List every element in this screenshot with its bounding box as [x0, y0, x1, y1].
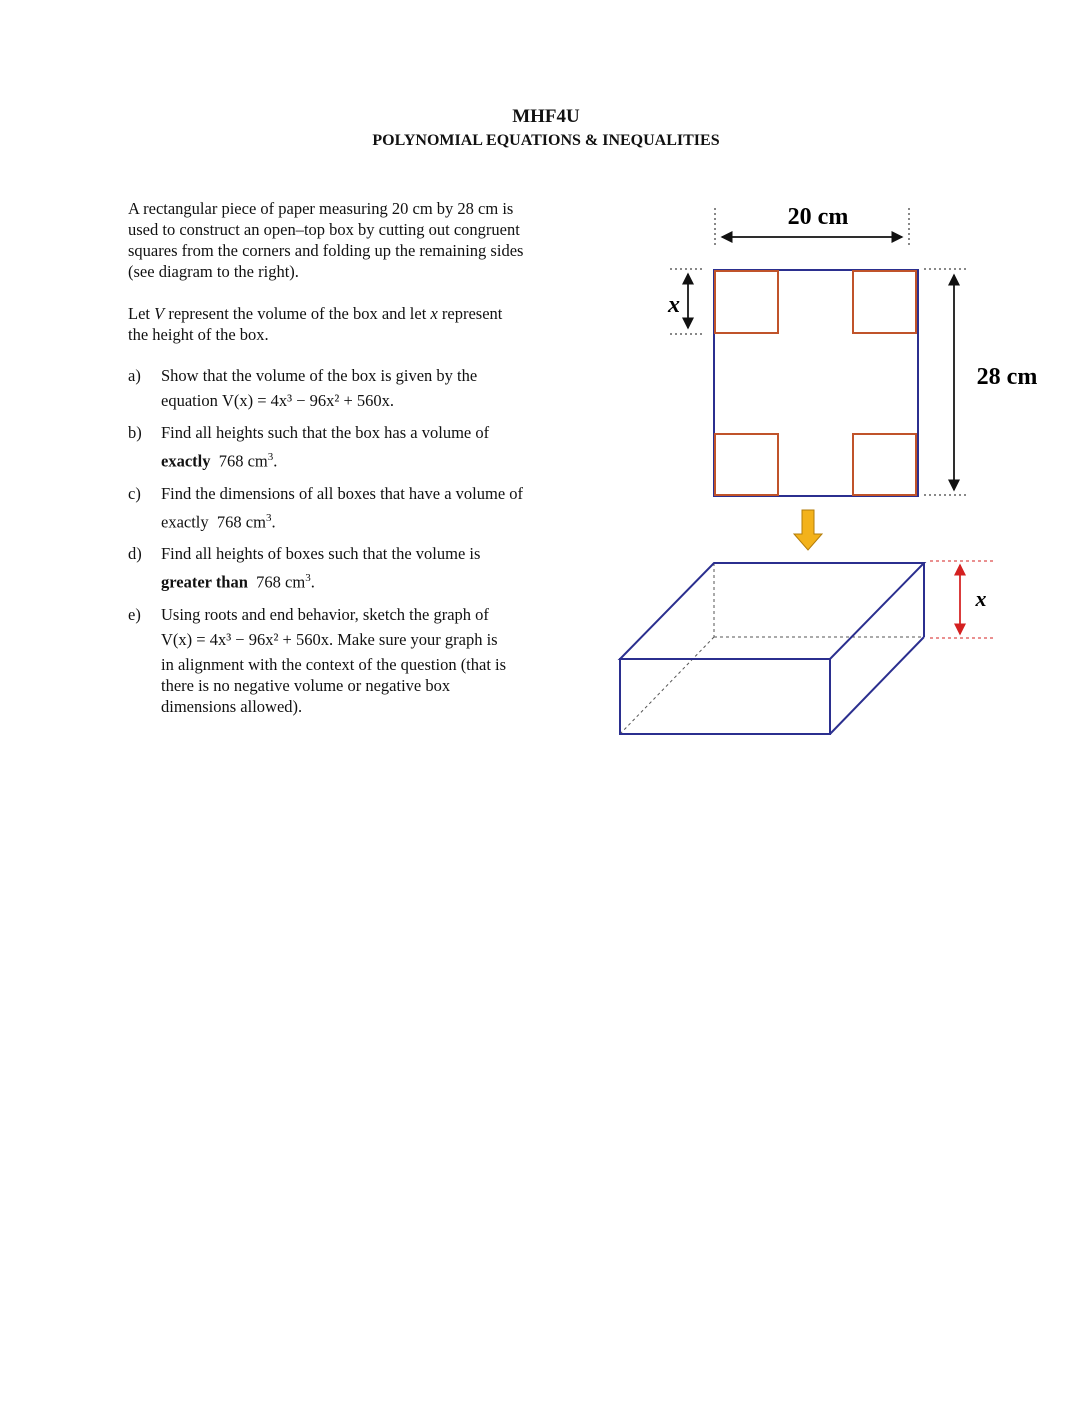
question-label: c)	[128, 483, 141, 503]
page-header	[0, 106, 1092, 152]
question-d: d) Find all heights of boxes such that the volume is greater than 768 $cm^3$.	[128, 543, 573, 593]
question-text: there is no negative volume or negative box	[161, 675, 451, 695]
question-text: . Make sure your graph is	[328, 629, 498, 649]
height-label: 28 cm	[976, 364, 1038, 390]
course-code: MHF4U	[512, 106, 580, 127]
volume-equation: V(x) = 4x³ − 96x² + 560x	[221, 391, 390, 410]
question-label: a)	[128, 366, 141, 385]
volume-value: 768 cm	[218, 451, 268, 471]
question-b: b) Find all heights such that the box has a volume of exactly 768 $cm^3$.	[128, 422, 573, 472]
corner-square	[715, 271, 778, 333]
question-e	[128, 604, 573, 717]
variables-text: represent	[437, 304, 503, 323]
question-text: Show that the volume of the box is given by the	[161, 366, 478, 385]
box-diagram	[600, 190, 1060, 750]
box-edge	[830, 637, 924, 734]
emphasis-text: exactly	[161, 451, 211, 471]
question-text: in alignment with the context of the question (that is	[161, 654, 507, 674]
question-label: e)	[128, 604, 141, 624]
question-text: equation	[161, 391, 222, 410]
question-text: dimensions allowed).	[161, 696, 303, 716]
intro-line: used to construct an open–top box by cutting out congruent	[128, 220, 520, 239]
question-list	[128, 365, 573, 717]
box-top-rim	[620, 563, 924, 659]
down-arrow-icon	[794, 510, 822, 550]
variables-text: Let	[128, 304, 155, 323]
question-text: Find all heights of boxes such that the volume is	[161, 544, 481, 563]
hidden-edge	[620, 637, 714, 734]
intro-line: (see diagram to the right).	[128, 262, 299, 281]
box-front-face	[620, 659, 830, 734]
volume-value: 768 cm	[256, 572, 306, 592]
cut-label: x	[668, 292, 680, 318]
question-label: d)	[128, 544, 142, 563]
volume-value: 768 cm	[216, 512, 266, 531]
intro-line: A rectangular piece of paper measuring 20 cm by 28 cm is	[128, 199, 514, 218]
corner-square	[853, 271, 916, 333]
problem-text	[128, 198, 573, 728]
variable-x: x	[430, 304, 438, 323]
volume-equation: V(x) = 4x³ − 96x² + 560x	[161, 629, 329, 649]
width-label: 20 cm	[787, 204, 849, 230]
variables-paragraph	[128, 303, 573, 345]
question-text: Find the dimensions of all boxes that have a volume of	[161, 483, 524, 503]
intro-line: squares from the corners and folding up the remaining sides	[128, 241, 524, 260]
emphasis-text: greater than	[161, 572, 248, 592]
question-label: b)	[128, 423, 142, 442]
corner-square	[715, 434, 778, 495]
box-height-label: x	[975, 586, 987, 611]
question-text: Using roots and end behavior, sketch the graph of	[161, 604, 489, 624]
question-c: c) Find the dimensions of all boxes that have a volume of exactly 768 $cm^3$.	[128, 483, 573, 533]
question-text: exactly	[161, 512, 209, 531]
intro-paragraph	[128, 198, 573, 282]
question-a: a) Show that the volume of the box is given by the equation V(x) = 4x³ − 96x² + 560x.	[128, 365, 573, 411]
corner-square	[853, 434, 916, 495]
variable-v: V	[154, 304, 165, 323]
question-text: Find all heights such that the box has a volume of	[161, 423, 490, 442]
variables-text: represent the volume of the box and let	[164, 304, 431, 323]
unit-title: POLYNOMIAL EQUATIONS & INEQUALITIES	[372, 132, 720, 149]
variables-text: the height of the box.	[128, 325, 269, 344]
